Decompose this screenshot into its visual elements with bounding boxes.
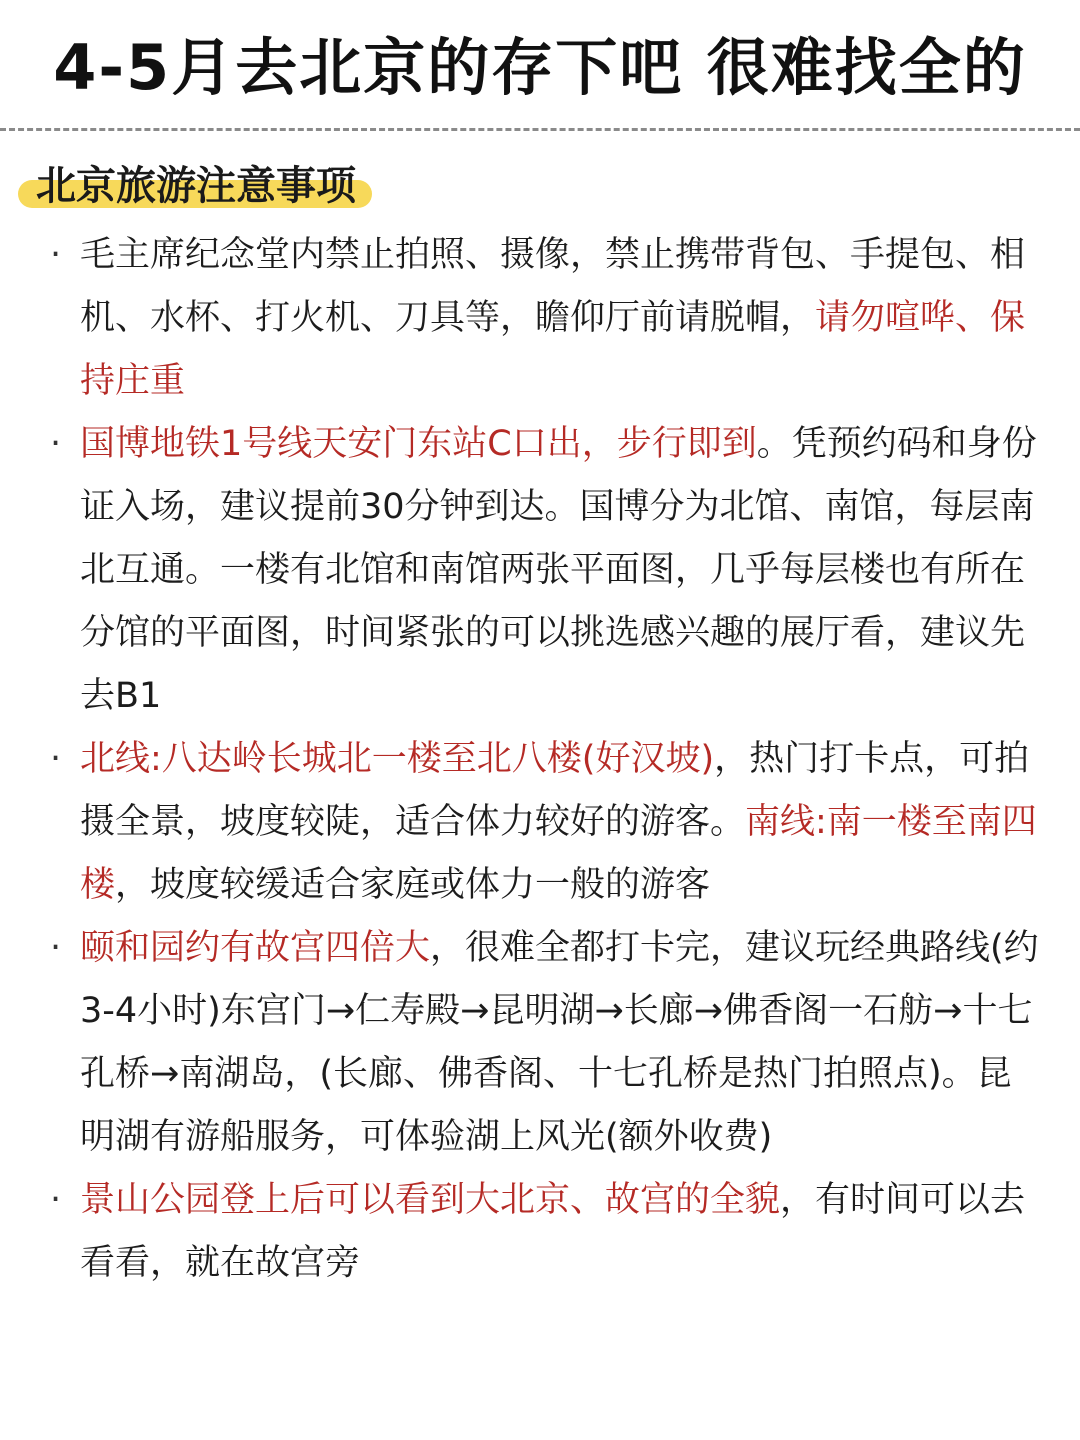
tip-jingshan-park — [50, 1169, 1040, 1295]
section-heading-text: 北京旅游注意事项 — [36, 163, 356, 209]
tip-highlight: 北线:八达岭长城北一楼至北八楼(好汉坡) — [80, 739, 715, 779]
dashed-divider — [0, 128, 1080, 131]
tip-summer-palace — [50, 917, 1040, 1169]
bullet-marker: · — [50, 928, 62, 968]
tip-text: 毛主席纪念堂内禁止拍照、摄像，禁止携带背包、手提包、相机、水杯、打火机、刀具等，瞻仰厅前请脱帽， — [80, 235, 1026, 338]
tip-text: ，有时间可以去看看，就在故宫旁 — [80, 1180, 1026, 1283]
tip-national-museum — [50, 413, 1040, 728]
tip-text-2: ，坡度较缓适合家庭或体力一般的游客 — [115, 865, 711, 905]
tip-highlight: 景山公园登上后可以看到大北京、故宫的全貌 — [80, 1180, 781, 1220]
section-heading — [18, 158, 372, 214]
tip-highlight: 颐和园约有故宫四倍大 — [80, 928, 431, 968]
bullet-marker: · — [50, 235, 62, 275]
tip-great-wall — [50, 728, 1040, 917]
tips-list — [50, 224, 1040, 1295]
tip-highlight: 请勿喧哗、保持庄重 — [80, 298, 1026, 401]
tip-highlight-2: 南线:南一楼至南四楼 — [80, 802, 1037, 905]
tip-mausoleum — [50, 224, 1040, 413]
tip-text: ，热门打卡点，可拍摄全景，坡度较陡，适合体力较好的游客。 — [80, 739, 1030, 842]
bullet-marker: · — [50, 1180, 62, 1220]
tip-text: 。凭预约码和身份证入场，建议提前30分钟到达。国博分为北馆、南馆，每层南北互通。一楼有北馆和南馆两张平面图，几乎每层楼也有所在分馆的平面图，时间紧张的可以挑选感兴趣的展厅看，建议先去B1 — [80, 424, 1037, 716]
bullet-marker: · — [50, 739, 62, 779]
tip-text: ，很难全都打卡完，建议玩经典路线(约3-4小时)东宫门→仁寿殿→昆明湖→长廊→佛香阁一石舫→十七孔桥→南湖岛，(长廊、佛香阁、十七孔桥是热门拍照点)。昆明湖有游船服务，可体验湖上风光(额外收费) — [80, 928, 1039, 1157]
bullet-marker: · — [50, 424, 62, 464]
tip-highlight: 国博地铁1号线天安门东站C口出，步行即到 — [80, 424, 757, 464]
page-title: 4-5月去北京的存下吧 很难找全的 — [53, 31, 1027, 104]
